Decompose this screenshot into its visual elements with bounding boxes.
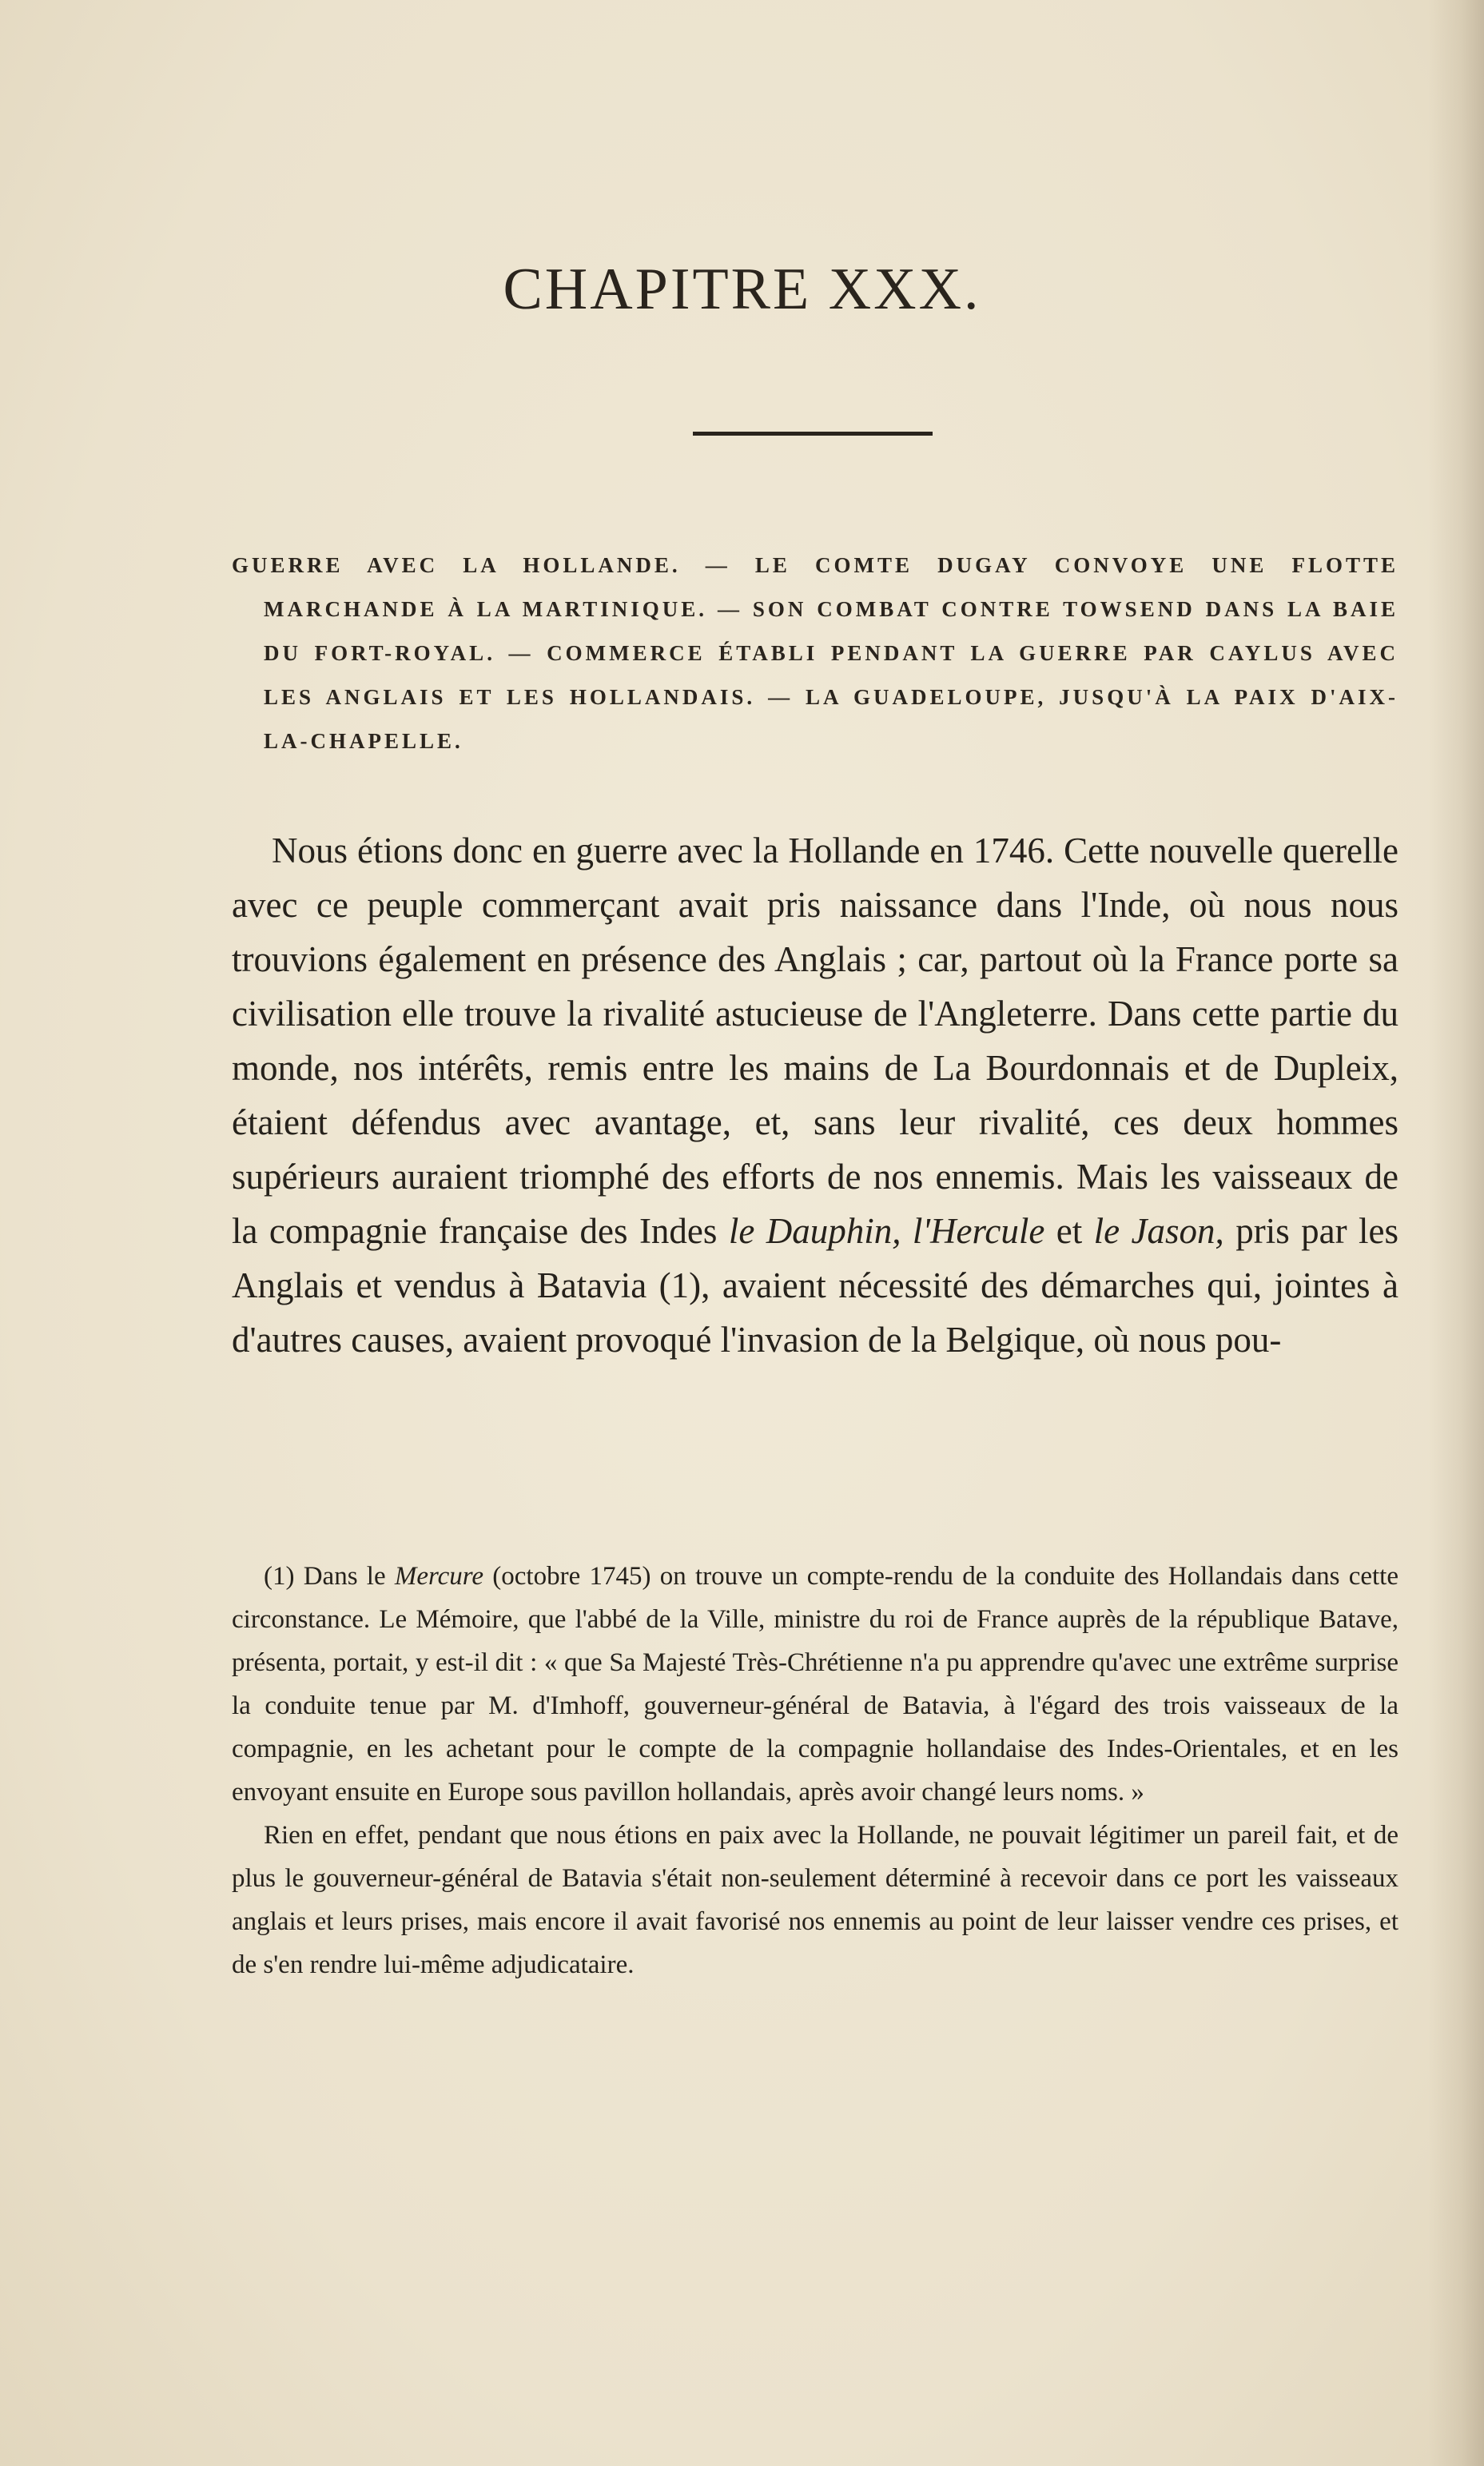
body-text-part-2: pris par les Anglais et vendus à Batavia (1), avaient nécessité des démarches qui, jointes à d'autres causes, avaient provoqué l'invasion de la Belgique, où nous pou- [232, 1211, 1398, 1360]
footnote-text-part-2: (octobre 1745) on trouve un compte-rendu de la conduite des Hollandais dans cette circonstance. Le Mémoire, que l'abbé de la Ville, ministre du roi de France auprès de la république Batave, présenta, portait, y est-il dit : « que Sa Majesté Très-Chrétienne n'a pu apprendre qu'avec une extrême surprise la conduite tenue par M. d'Imhoff, gouverneur-général de Batavia, à l'égard des trois vaisseaux de la compagnie, en les achetant pour le compte de la compagnie hollandaise des Indes-Orientales, et en les envoyant ensuite en Europe sous pavillon hollandais, après avoir changé leurs noms. » [232, 1562, 1399, 1807]
footnote-text-part-1: (1) Dans le [264, 1562, 386, 1591]
body-text-part-1: Nous étions donc en guerre avec la Hollande en 1746. Cette nouvelle querelle avec ce peuple commerçant avait pris naissance dans l'Inde, où nous nous trouvions également en présence des Anglais ; car, partout où la France porte sa civilisation elle trouve la rivalité astucieuse de l'Angleterre. Dans cette partie du monde, nos intérêts, remis entre les mains de La Bourdonnais et de Dupleix, étaient défendus avec avantage, et, sans leur rivalité, ces deux hommes supérieurs auraient triomphé des efforts de nos ennemis. Mais les vaisseaux de la compagnie française des Indes [232, 831, 1398, 1251]
chapter-title: CHAPITRE XXX. [503, 257, 981, 322]
page-gutter-shadow [1428, 0, 1484, 2466]
footnote [232, 1555, 1398, 1986]
chapter-summary: GUERRE AVEC LA HOLLANDE. — LE COMTE DUGAY CONVOYE UNE FLOTTE MARCHANDE À LA MARTINIQUE. — SON COMBAT CONTRE TOWSEND DANS LA BAIE DU FORT-ROYAL. — COMMERCE ÉTABLI PENDANT LA GUERRE PAR CAYLUS AVEC LES ANGLAIS ET LES HOLLANDAIS. — LA GUADELOUPE, JUSQU'À LA PAIX D'AIX-LA-CHAPELLE. [232, 553, 1398, 753]
body-paragraph [232, 823, 1398, 1367]
body-conjunction: et [1056, 1211, 1083, 1251]
ship-name-hercule: l'Hercule [912, 1211, 1045, 1251]
footnote-paragraph-1 [232, 1555, 1398, 1814]
title-rule [693, 432, 933, 436]
footnote-paragraph-2: Rien en effet, pendant que nous étions en paix avec la Hollande, ne pouvait légitimer un pareil fait, et de plus le gouverneur-général de Batavia s'était non-seulement déterminé à recevoir dans ce port les vaisseaux anglais et leurs prises, mais encore il avait favorisé nos ennemis au point de leur laisser vendre ces prises, et de s'en rendre lui-même adjudicataire. [232, 1821, 1398, 1979]
ship-name-jason: le Jason, [1093, 1211, 1224, 1251]
ship-name-dauphin: le Dauphin, [728, 1211, 901, 1251]
footnote-journal-name: Mercure [394, 1562, 484, 1591]
